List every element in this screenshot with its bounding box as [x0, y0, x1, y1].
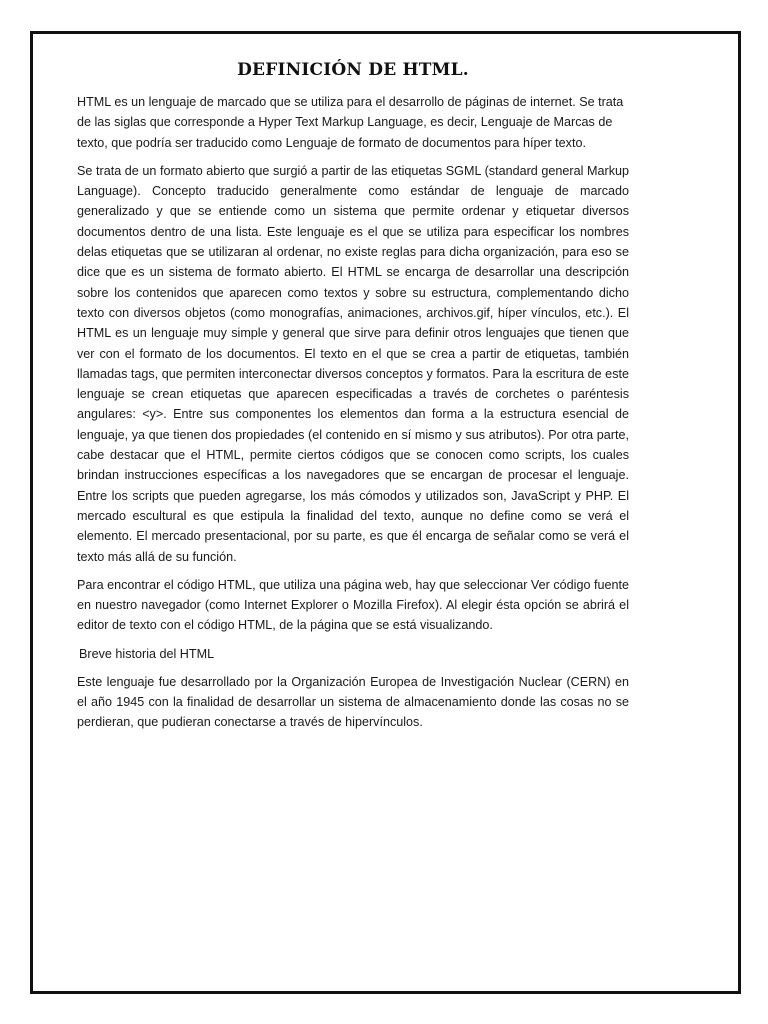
document-body	[77, 58, 629, 741]
paragraph-history: Este lenguaje fue desarrollado por la Organización Europea de Investigación Nuclear (CERN) en el año 1945 con la finalidad de desarrollar un sistema de almacenamiento donde las cosas no se perdieran, que pudieran conectarse a través de hipervínculos.	[77, 674, 629, 730]
paragraph-intro: HTML es un lenguaje de marcado que se utiliza para el desarrollo de páginas de internet. Se trata de las siglas que corresponde a Hyper Text Markup Language, es decir, Lenguaje de Marcas de texto, que podría ser traducido como Lenguaje de formato de documentos para híper texto.	[77, 95, 624, 150]
section-heading-history: Breve historia del HTML	[79, 646, 215, 661]
paragraph-format: Se trata de un formato abierto que surgió a partir de las etiquetas SGML (standard general Markup Language). Concepto traducido generalmente como estándar de lenguaje de marcado generalizado y que se entiende como un sistema que permite ordenar y etiquetar diversos documentos dentro de una lista. Este lenguaje es el que se utiliza para especificar los nombres delas etiquetas que se utilizaran al ordenar, no existe reglas para dicha organización, para eso se dice que es un sistema de formato abierto. El HTML se encarga de desarrollar una descripción sobre los contenidos que aparecen como textos y sobre su estructura, complementando dicho texto con diversos objetos (como monografías, animaciones, archivos.gif, híper vínculos, etc.). El HTML es un lenguaje muy simple y general que sirve para definir otros lenguajes que tienen que ver con el formato de los documentos. El texto en el que se crea a partir de etiquetas, también llamadas tags, que permiten interconectar diversos conceptos y formatos. Para la escritura de este lenguaje se crean etiquetas que aparecen especificadas a través de corchetes o paréntesis angulares: <y>. Entre sus componentes los elementos dan forma a la estructura esencial de lenguaje, ya que tienen dos propiedades (el contenido en sí mismo y sus atributos). Por otra parte, cabe destacar que el HTML, permite ciertos códigos que se conocen como scripts, los cuales brindan instrucciones específicas a los navegadores que se encargan de procesar el lenguaje. Entre los scripts que pueden agregarse, los más cómodos y utilizados son, JavaScript y PHP. El mercado escultural es que estipula la finalidad del texto, aunque no define como se verá el elemento. El mercado presentacional, por su parte, es que él encarga de señalar como se verá el texto más allá de su función.	[77, 163, 629, 564]
document-title: DEFINICIÓN DE HTML.	[237, 60, 469, 80]
paragraph-source-code: Para encontrar el código HTML, que utiliza una página web, hay que seleccionar Ver código fuente en nuestro navegador (como Internet Explorer o Mozilla Firefox). Al elegir ésta opción se abrirá el editor de texto con el código HTML, de la página que se está visualizando.	[77, 577, 629, 633]
